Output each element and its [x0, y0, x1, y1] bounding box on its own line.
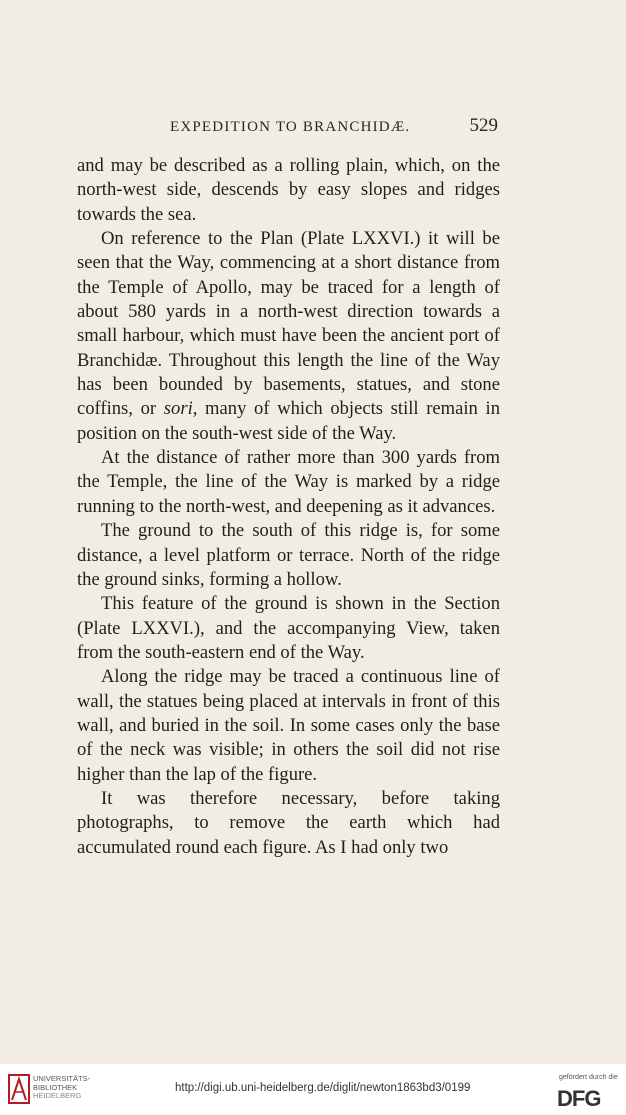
paragraph-text: , many of which objects still remain in position on the south-west side of the Way.	[77, 398, 500, 444]
funded-by-label: gefördert durch die	[559, 1074, 618, 1081]
library-name-line: UNIVERSITÄTS-	[33, 1074, 91, 1083]
paragraph: At the distance of rather more than 300 yards from the Temple, the line of the Way is marked by a ridge running to the north-west, and deepening as it advances.	[77, 447, 500, 517]
page-header	[78, 115, 498, 141]
running-title: EXPEDITION TO BRANCHIDÆ.	[170, 119, 411, 135]
viewer-footer	[0, 1064, 626, 1115]
dfg-logo: DFG	[557, 1086, 601, 1111]
paragraph: and may be described as a rolling plain, which, on the north-west side, descends by easy slopes and ridges towards the sea.	[77, 155, 500, 225]
page-number: 529	[469, 115, 498, 136]
library-name-line: BIBLIOTHEK	[33, 1082, 78, 1092]
paragraph: It was therefore necessary, before taking photographs, to remove the earth which had accumulated round each figure. As I had only two	[77, 787, 500, 858]
paragraph: Along the ridge may be traced a continuous line of wall, the statues being placed at intervals in front of this wall, and buried in the soil. In some cases only the base of the neck was visible; in others the soil did not rise higher than the lap of the figure.	[77, 666, 500, 785]
paragraph: The ground to the south of this ridge is, for some distance, a level platform or terrace. North of the ridge the ground sinks, forming a hollow.	[77, 520, 500, 590]
paragraph: This feature of the ground is shown in the Section (Plate LXXVI.), and the accompanying View, taken from the south-eastern end of the Way.	[77, 593, 500, 663]
library-name	[33, 1075, 90, 1101]
italic-term: sori	[163, 398, 193, 420]
library-logo-icon	[8, 1074, 30, 1104]
permalink-url[interactable]: http://digi.ub.uni-heidelberg.de/diglit/newton1863bd3/0199	[175, 1082, 471, 1094]
paragraph	[77, 227, 500, 446]
body-text	[77, 154, 500, 860]
library-name-line: HEIDELBERG	[33, 1091, 82, 1100]
paragraph-text: On reference to the Plan (Plate LXXVI.) it will be seen that the Way, commencing at a short distance from the Temple of Apollo, may be traced for a length of about 580 yards in a north-west direction towards a small harbour, which must have been the ancient port of Branchidæ. Throughout this length the line of the Way has been bounded by basements, statues, and stone coffins, or	[77, 228, 500, 420]
